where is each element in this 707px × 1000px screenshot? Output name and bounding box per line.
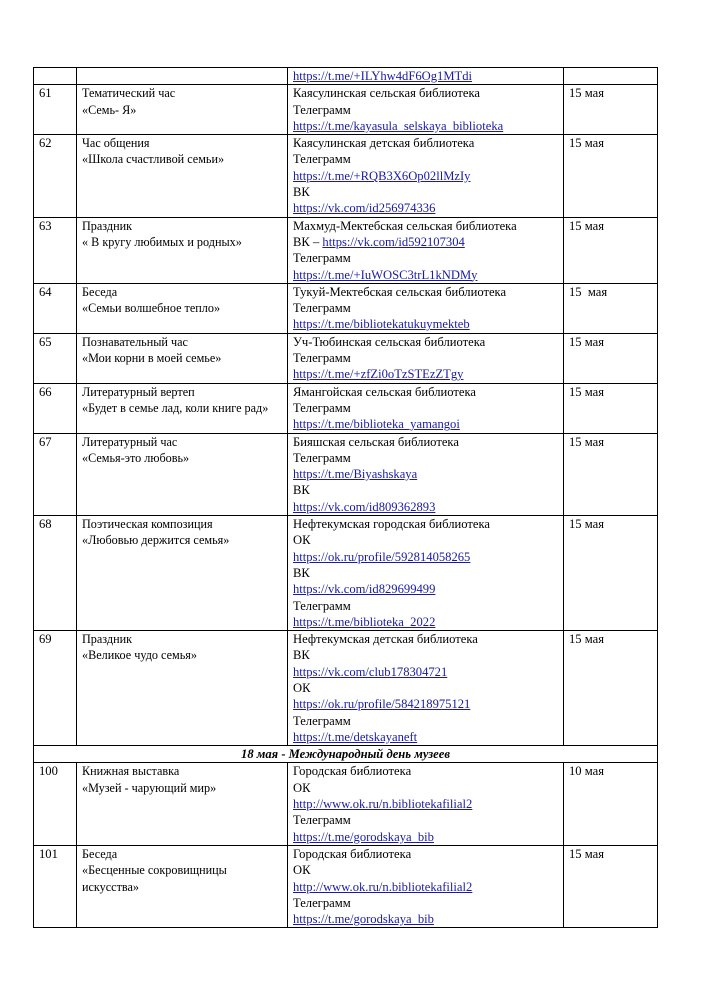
event-type: Книжная выставка	[82, 764, 180, 779]
section-heading-group	[34, 746, 658, 763]
event-title: «Музей - чарующий мир»	[82, 780, 217, 795]
row-number: 62	[34, 135, 77, 217]
library-text: Телеграмм	[293, 895, 351, 910]
library-text: Каясулинская детская библиотека	[293, 136, 475, 151]
library-line	[293, 416, 558, 432]
library-text: Телеграмм	[293, 102, 351, 117]
library-text: Телеграмм	[293, 301, 351, 316]
event-date: 15 мая	[564, 383, 658, 433]
library-cell	[288, 85, 564, 135]
library-line	[293, 862, 558, 878]
library-text: Уч-Тюбинская сельская библиотека	[293, 334, 486, 349]
library-text: Бияшская сельская библиотека	[293, 434, 459, 449]
table-row	[34, 631, 658, 746]
library-line	[293, 168, 558, 184]
table-row	[34, 283, 658, 333]
library-link[interactable]: https://vk.com/id592107304	[322, 234, 465, 249]
library-cell	[288, 433, 564, 515]
library-line	[293, 895, 558, 911]
event-title: « В кругу любимых и родных»	[82, 234, 242, 249]
library-link[interactable]: http://www.ok.ru/n.bibliotekafilial2	[293, 797, 473, 812]
table-row	[34, 85, 658, 135]
library-line	[293, 614, 558, 630]
library-line	[293, 796, 558, 812]
event-type: Тематический час	[82, 86, 176, 101]
library-text: ОК	[293, 780, 311, 795]
library-text: ОК	[293, 680, 311, 695]
library-link[interactable]: https://t.me/+RQB3X6Op02llMzIy	[293, 168, 471, 183]
library-link[interactable]: https://t.me/detskayaneft	[293, 729, 418, 744]
event-cell	[77, 845, 288, 927]
events-table-body-bottom	[34, 763, 658, 928]
event-type: Литературный вертеп	[82, 384, 195, 399]
event-title: «Бесценные сокровищницы искусства»	[82, 863, 227, 894]
event-type: Праздник	[82, 218, 133, 233]
library-cell	[288, 135, 564, 217]
event-title: «Великое чудо семья»	[82, 648, 197, 663]
row-number: 64	[34, 283, 77, 333]
library-text: Телеграмм	[293, 400, 351, 415]
library-line	[293, 565, 558, 581]
library-text: Городская библиотека	[293, 764, 412, 779]
event-title: «Будет в семье лад, коли книге рад»	[82, 400, 269, 415]
library-link[interactable]: https://ok.ru/profile/592814058265	[293, 549, 471, 564]
event-date: 15 мая	[564, 135, 658, 217]
event-type: Час общения	[82, 136, 150, 151]
library-line	[293, 598, 558, 614]
library-line	[293, 647, 558, 663]
event-cell	[77, 383, 288, 433]
library-text: Телеграмм	[293, 598, 351, 613]
event-date: 15 мая	[564, 631, 658, 746]
event-date: 15 мая	[564, 85, 658, 135]
event-date: 15 мая	[564, 333, 658, 383]
library-text: Телеграмм	[293, 713, 351, 728]
library-line	[293, 118, 558, 134]
library-link[interactable]: https://t.me/biblioteka_yamangoi	[293, 417, 460, 432]
library-text: Махмуд-Мектебская сельская библиотека	[293, 218, 517, 233]
library-link[interactable]: https://vk.com/club178304721	[293, 664, 448, 679]
library-link[interactable]: https://t.me/+zfZi0oTzSTEzZTgy	[293, 367, 464, 382]
library-text: Тукуй-Мектебская сельская библиотека	[293, 284, 507, 299]
library-line	[293, 250, 558, 266]
library-line	[293, 812, 558, 828]
event-title: «Семь- Я»	[82, 102, 137, 117]
library-text: ВК	[293, 648, 310, 663]
library-line	[293, 532, 558, 548]
event-type: Познавательный час	[82, 334, 188, 349]
library-line	[293, 664, 558, 680]
library-line	[293, 300, 558, 316]
library-text: Каясулинская сельская библиотека	[293, 86, 481, 101]
library-text: Телеграмм	[293, 450, 351, 465]
library-line	[293, 696, 558, 712]
event-cell	[77, 333, 288, 383]
library-link[interactable]: http://www.ok.ru/n.bibliotekafilial2	[293, 879, 473, 894]
event-cell	[77, 516, 288, 631]
table-row	[34, 217, 658, 283]
library-line	[293, 780, 558, 796]
library-link[interactable]: https://t.me/gorodskaya_bib	[293, 829, 434, 844]
library-line	[293, 234, 558, 250]
library-line	[293, 267, 558, 283]
row-number: 69	[34, 631, 77, 746]
event-cell	[77, 283, 288, 333]
library-line	[293, 350, 558, 366]
event-type: Беседа	[82, 846, 118, 861]
library-link[interactable]: https://vk.com/id256974336	[293, 201, 436, 216]
event-title: «Мои корни в моей семье»	[82, 351, 222, 366]
row-number: 100	[34, 763, 77, 845]
section-heading-row	[34, 746, 658, 763]
table-row	[34, 383, 658, 433]
event-date: 10 мая	[564, 763, 658, 845]
row-number: 68	[34, 516, 77, 631]
library-text: Нефтекумская городская библиотека	[293, 517, 491, 532]
library-line	[293, 763, 558, 779]
library-line	[293, 151, 558, 167]
library-text: Городская библиотека	[293, 846, 412, 861]
library-link[interactable]: https://ok.ru/profile/584218975121	[293, 697, 471, 712]
library-text: Телеграмм	[293, 813, 351, 828]
table-row	[34, 333, 658, 383]
library-line	[293, 400, 558, 416]
library-text: ВК	[293, 565, 310, 580]
event-cell	[77, 631, 288, 746]
library-line	[293, 450, 558, 466]
event-date: 15 мая	[564, 217, 658, 283]
library-line	[293, 200, 558, 216]
library-line	[293, 218, 558, 234]
library-line	[293, 846, 558, 862]
library-line	[293, 516, 558, 532]
library-link[interactable]: https://t.me/+IuWOSC3trL1kNDMy	[293, 267, 478, 282]
library-line	[293, 729, 558, 745]
event-date	[564, 68, 658, 85]
library-text: Телеграмм	[293, 152, 351, 167]
library-cell	[288, 845, 564, 927]
event-cell	[77, 68, 288, 85]
library-line	[293, 135, 558, 151]
library-line	[293, 68, 558, 84]
library-cell	[288, 217, 564, 283]
library-line	[293, 680, 558, 696]
library-line	[293, 713, 558, 729]
library-line	[293, 879, 558, 895]
library-text: ОК	[293, 863, 311, 878]
library-link[interactable]: https://vk.com/id809362893	[293, 499, 436, 514]
library-cell	[288, 516, 564, 631]
event-type: Поэтическая композиция	[82, 517, 213, 532]
library-link[interactable]: https://vk.com/id829699499	[293, 582, 436, 597]
library-cell	[288, 763, 564, 845]
row-number: 67	[34, 433, 77, 515]
library-text: Нефтекумская детская библиотека	[293, 632, 478, 647]
library-link[interactable]: https://t.me/kayasula_selskaya_biblioteka	[293, 118, 504, 133]
event-type: Литературный час	[82, 434, 178, 449]
library-line	[293, 829, 558, 845]
library-cell	[288, 333, 564, 383]
section-heading: 18 мая - Международный день музеев	[34, 746, 658, 763]
library-cell	[288, 283, 564, 333]
event-cell	[77, 433, 288, 515]
events-table-body-top	[34, 68, 658, 746]
library-link-prefix: ВК –	[293, 234, 323, 249]
row-number	[34, 68, 77, 85]
library-text: ВК	[293, 185, 310, 200]
row-number: 61	[34, 85, 77, 135]
library-line	[293, 499, 558, 515]
library-text: Телеграмм	[293, 351, 351, 366]
event-date: 15 мая	[564, 433, 658, 515]
library-link[interactable]: https://t.me/bibliotekatukuymekteb	[293, 317, 470, 332]
library-line	[293, 581, 558, 597]
library-link[interactable]: https://t.me/Biyashskaya	[293, 467, 418, 482]
row-number: 65	[34, 333, 77, 383]
library-line	[293, 434, 558, 450]
library-line	[293, 384, 558, 400]
library-line	[293, 482, 558, 498]
library-text: ВК	[293, 483, 310, 498]
event-title: «Семьи волшебное тепло»	[82, 301, 221, 316]
library-line	[293, 284, 558, 300]
library-line	[293, 366, 558, 382]
library-text: ОК	[293, 533, 311, 548]
library-line	[293, 466, 558, 482]
library-cell	[288, 631, 564, 746]
event-type: Беседа	[82, 284, 118, 299]
library-link[interactable]: https://t.me/biblioteka_2022	[293, 614, 436, 629]
event-date: 15 мая	[564, 845, 658, 927]
event-cell	[77, 135, 288, 217]
library-line	[293, 334, 558, 350]
library-line	[293, 316, 558, 332]
library-link[interactable]: https://t.me/gorodskaya_bib	[293, 912, 434, 927]
library-link[interactable]: https://t.me/+ILYhw4dF6Og1MTdi	[293, 69, 473, 83]
table-row	[34, 845, 658, 927]
library-line	[293, 911, 558, 927]
library-line	[293, 549, 558, 565]
library-line	[293, 631, 558, 647]
table-row	[34, 763, 658, 845]
table-row	[34, 68, 658, 85]
table-row	[34, 433, 658, 515]
library-line	[293, 184, 558, 200]
library-text: Ямангойская сельская библиотека	[293, 384, 476, 399]
event-date: 15 мая	[564, 283, 658, 333]
event-type: Праздник	[82, 632, 133, 647]
table-row	[34, 135, 658, 217]
library-cell	[288, 68, 564, 85]
row-number: 63	[34, 217, 77, 283]
event-title: «Школа счастливой семьи»	[82, 152, 225, 167]
event-cell	[77, 217, 288, 283]
library-line	[293, 102, 558, 118]
event-title: «Любовью держится семья»	[82, 533, 230, 548]
library-cell	[288, 383, 564, 433]
event-cell	[77, 763, 288, 845]
row-number: 66	[34, 383, 77, 433]
event-title: «Семья-это любовь»	[82, 450, 190, 465]
events-table	[33, 67, 658, 928]
library-text: Телеграмм	[293, 251, 351, 266]
event-cell	[77, 85, 288, 135]
row-number: 101	[34, 845, 77, 927]
library-line	[293, 85, 558, 101]
table-row	[34, 516, 658, 631]
event-date: 15 мая	[564, 516, 658, 631]
